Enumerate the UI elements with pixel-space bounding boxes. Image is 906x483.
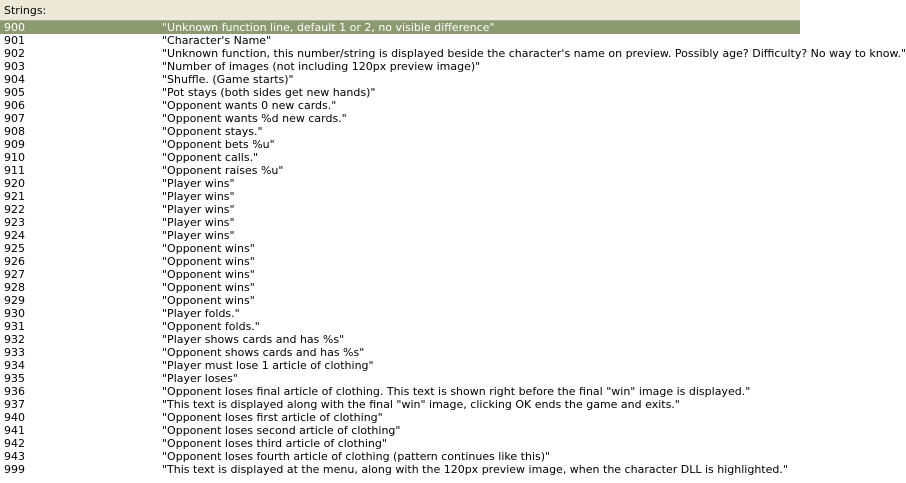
string-value: "This text is displayed along with the final "win" image, clicking OK ends the game and exits." — [162, 398, 680, 411]
string-id: 901 — [4, 34, 25, 47]
list-item[interactable] — [0, 372, 800, 385]
list-item[interactable] — [0, 255, 800, 268]
list-item[interactable] — [0, 281, 800, 294]
list-item[interactable] — [0, 203, 800, 216]
list-item[interactable] — [0, 47, 906, 60]
string-value: "Opponent wins" — [162, 281, 255, 294]
string-id: 920 — [4, 177, 25, 190]
string-value: "Opponent wins" — [162, 268, 255, 281]
list-item[interactable] — [0, 60, 800, 73]
string-value: "Player shows cards and has %s" — [162, 333, 345, 346]
string-value: "Opponent wants 0 new cards." — [162, 99, 337, 112]
list-item[interactable] — [0, 385, 800, 398]
string-value: "Opponent wins" — [162, 255, 255, 268]
list-item[interactable] — [0, 164, 800, 177]
string-id: 903 — [4, 60, 25, 73]
string-id: 942 — [4, 437, 25, 450]
string-id: 900 — [4, 21, 25, 34]
string-value: "Opponent loses first article of clothing" — [162, 411, 383, 424]
strings-list[interactable] — [0, 21, 906, 483]
list-item[interactable] — [0, 307, 800, 320]
string-id: 931 — [4, 320, 25, 333]
string-value: "Opponent folds." — [162, 320, 260, 333]
list-item[interactable] — [0, 268, 800, 281]
string-id: 932 — [4, 333, 25, 346]
string-id: 905 — [4, 86, 25, 99]
string-value: "Opponent calls." — [162, 151, 259, 164]
string-id: 922 — [4, 203, 25, 216]
string-id: 929 — [4, 294, 25, 307]
string-value: "Opponent loses third article of clothing" — [162, 437, 387, 450]
string-id: 943 — [4, 450, 25, 463]
list-item[interactable] — [0, 398, 800, 411]
list-item[interactable] — [0, 242, 800, 255]
string-value: "Unknown function, this number/string is displayed beside the character's name on preview. Possibly age? Difficulty? No way to know." — [162, 47, 906, 60]
string-value: "Player must lose 1 article of clothing" — [162, 359, 374, 372]
string-value: "Shuffle. (Game starts)" — [162, 73, 294, 86]
string-value: "Player wins" — [162, 203, 235, 216]
string-value: "Opponent loses fourth article of clothing (pattern continues like this)" — [162, 450, 551, 463]
list-item[interactable] — [0, 112, 800, 125]
string-id: 928 — [4, 281, 25, 294]
string-id: 930 — [4, 307, 25, 320]
string-value: "Player wins" — [162, 216, 235, 229]
list-item[interactable] — [0, 34, 800, 47]
string-id: 923 — [4, 216, 25, 229]
string-value: "Opponent stays." — [162, 125, 263, 138]
string-id: 902 — [4, 47, 25, 60]
string-id: 909 — [4, 138, 25, 151]
string-value: "Opponent bets %u" — [162, 138, 275, 151]
string-id: 926 — [4, 255, 25, 268]
string-id: 921 — [4, 190, 25, 203]
string-value: "Character's Name" — [162, 34, 272, 47]
string-value: "Pot stays (both sides get new hands)" — [162, 86, 376, 99]
string-id: 925 — [4, 242, 25, 255]
string-value: "Opponent wins" — [162, 294, 255, 307]
list-item[interactable] — [0, 437, 800, 450]
string-value: "Player wins" — [162, 190, 235, 203]
string-value: "Opponent loses final article of clothing. This text is shown right before the final "win" image is displayed." — [162, 385, 751, 398]
list-item[interactable] — [0, 359, 800, 372]
string-id: 927 — [4, 268, 25, 281]
string-id: 904 — [4, 73, 25, 86]
string-id: 936 — [4, 385, 25, 398]
string-value: "Unknown function line, default 1 or 2, no visible difference" — [162, 21, 495, 34]
list-item[interactable] — [0, 450, 800, 463]
list-item[interactable] — [0, 424, 800, 437]
string-id: 999 — [4, 463, 25, 476]
string-value: "Player folds." — [162, 307, 240, 320]
string-id: 940 — [4, 411, 25, 424]
string-value: "Opponent loses second article of clothing" — [162, 424, 401, 437]
string-id: 908 — [4, 125, 25, 138]
list-item[interactable] — [0, 86, 800, 99]
list-item[interactable] — [0, 320, 800, 333]
strings-title: Strings: — [4, 4, 47, 17]
string-value: "Opponent raises %u" — [162, 164, 284, 177]
strings-header — [0, 0, 800, 21]
string-value: "Opponent shows cards and has %s" — [162, 346, 365, 359]
list-item[interactable] — [0, 138, 800, 151]
list-item[interactable] — [0, 346, 800, 359]
string-value: "Player wins" — [162, 177, 235, 190]
string-id: 941 — [4, 424, 25, 437]
string-id: 910 — [4, 151, 25, 164]
string-value: "Number of images (not including 120px preview image)" — [162, 60, 481, 73]
list-item[interactable] — [0, 151, 800, 164]
string-value: "Opponent wins" — [162, 242, 255, 255]
string-value: "Opponent wants %d new cards." — [162, 112, 347, 125]
list-item[interactable] — [0, 73, 800, 86]
list-item[interactable] — [0, 333, 800, 346]
list-item[interactable] — [0, 99, 800, 112]
string-id: 924 — [4, 229, 25, 242]
string-value: "Player wins" — [162, 229, 235, 242]
string-id: 911 — [4, 164, 25, 177]
string-id: 937 — [4, 398, 25, 411]
list-item[interactable] — [0, 411, 800, 424]
string-id: 906 — [4, 99, 25, 112]
list-item[interactable] — [0, 216, 800, 229]
list-item[interactable] — [0, 463, 800, 476]
list-item[interactable] — [0, 125, 800, 138]
string-id: 933 — [4, 346, 25, 359]
list-item[interactable] — [0, 190, 800, 203]
string-value: "Player loses" — [162, 372, 238, 385]
list-item[interactable] — [0, 177, 800, 190]
string-value: "This text is displayed at the menu, along with the 120px preview image, when the character DLL is highlighted." — [162, 463, 788, 476]
list-item[interactable] — [0, 294, 800, 307]
list-item[interactable] — [0, 229, 800, 242]
string-id: 935 — [4, 372, 25, 385]
list-item[interactable] — [0, 21, 800, 34]
string-id: 934 — [4, 359, 25, 372]
string-id: 907 — [4, 112, 25, 125]
